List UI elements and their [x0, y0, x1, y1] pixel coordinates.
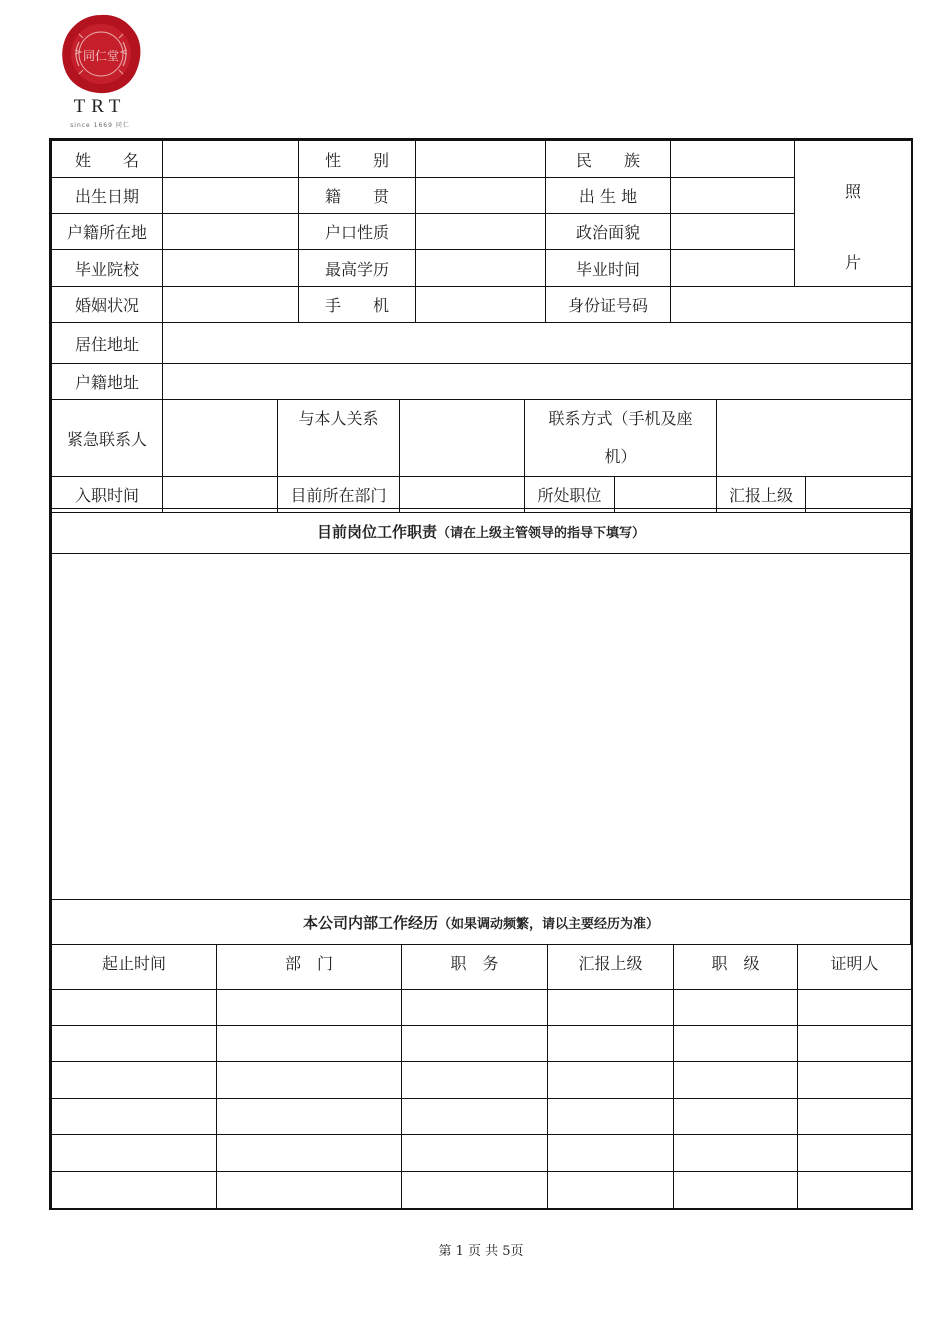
brand-since: since 1669 同仁	[70, 122, 130, 129]
header-grade: 职 级	[674, 945, 798, 990]
cell[interactable]	[798, 1172, 912, 1209]
photo-label-2: 片	[844, 253, 861, 272]
table-row	[52, 1026, 912, 1062]
label-household-address: 户籍地址	[52, 364, 163, 400]
cell[interactable]	[798, 1099, 912, 1135]
duties-note: （请在上级主管领导的指导下填写）	[437, 525, 646, 541]
table-row	[52, 1172, 912, 1209]
cell[interactable]	[798, 1062, 912, 1099]
label-political-status: 政治面貌	[546, 214, 671, 250]
cell[interactable]	[674, 1099, 798, 1135]
cell[interactable]	[674, 990, 798, 1026]
cell[interactable]	[798, 990, 912, 1026]
label-contact-method	[525, 400, 717, 477]
table-row	[52, 1062, 912, 1099]
field-birth-date[interactable]	[163, 178, 299, 214]
table-row	[52, 990, 912, 1026]
basic-info-table	[51, 140, 912, 400]
label-id-number: 身份证号码	[546, 287, 671, 323]
cell[interactable]	[548, 1099, 674, 1135]
cell[interactable]	[402, 1099, 548, 1135]
duties-table	[51, 508, 911, 945]
field-id-number[interactable]	[671, 287, 912, 323]
header-department: 部 门	[217, 945, 402, 990]
cell[interactable]	[402, 1062, 548, 1099]
cell[interactable]	[402, 990, 548, 1026]
experience-note: （如果调动频繁，请以主要经历为准）	[438, 916, 660, 932]
cell[interactable]	[548, 1026, 674, 1062]
brand-name: TRT	[73, 96, 127, 117]
cell[interactable]	[674, 1026, 798, 1062]
cell[interactable]	[548, 1135, 674, 1172]
label-report-to: 汇报上级	[717, 477, 806, 513]
experience-header-row	[52, 945, 912, 990]
field-household-type[interactable]	[416, 214, 546, 250]
table-row	[52, 1099, 912, 1135]
cell[interactable]	[52, 1062, 217, 1099]
cell[interactable]	[402, 1026, 548, 1062]
duties-heading	[52, 509, 911, 554]
cell[interactable]	[217, 1062, 402, 1099]
cell[interactable]	[674, 1135, 798, 1172]
field-grad-time[interactable]	[671, 250, 795, 287]
header-period: 起止时间	[52, 945, 217, 990]
cell[interactable]	[52, 990, 217, 1026]
header-post: 职 务	[402, 945, 548, 990]
label-gender: 性 别	[299, 141, 416, 178]
seal-text: 同仁堂	[82, 49, 120, 63]
label-grad-time: 毕业时间	[546, 250, 671, 287]
emergency-job-table	[51, 399, 912, 513]
company-logo	[55, 10, 145, 128]
field-household-location[interactable]	[163, 214, 299, 250]
field-emergency-contact[interactable]	[163, 400, 278, 477]
label-ethnicity: 民 族	[546, 141, 671, 178]
cell[interactable]	[52, 1099, 217, 1135]
field-gender[interactable]	[416, 141, 546, 178]
field-native-place[interactable]	[416, 178, 546, 214]
cell[interactable]	[402, 1135, 548, 1172]
label-household-location: 户籍所在地	[52, 214, 163, 250]
cell[interactable]	[548, 990, 674, 1026]
cell[interactable]	[217, 1135, 402, 1172]
label-department: 目前所在部门	[278, 477, 400, 513]
cell[interactable]	[52, 1172, 217, 1209]
cell[interactable]	[548, 1172, 674, 1209]
cell[interactable]	[798, 1135, 912, 1172]
label-mobile: 手 机	[299, 287, 416, 323]
cell[interactable]	[52, 1026, 217, 1062]
cell[interactable]	[674, 1062, 798, 1099]
photo-box[interactable]	[795, 141, 912, 287]
label-school: 毕业院校	[52, 250, 163, 287]
wax-seal-icon	[59, 12, 143, 96]
label-education: 最高学历	[299, 250, 416, 287]
label-household-type: 户口性质	[299, 214, 416, 250]
contact-method-line2: 机）	[604, 447, 637, 466]
duties-content-area[interactable]	[52, 554, 911, 900]
field-contact-method[interactable]	[717, 400, 912, 477]
experience-heading	[52, 900, 911, 945]
label-name: 姓 名	[52, 141, 163, 178]
cell[interactable]	[217, 1026, 402, 1062]
header-supervisor: 汇报上级	[548, 945, 674, 990]
field-residence-address[interactable]	[163, 323, 912, 364]
field-education[interactable]	[416, 250, 546, 287]
label-marital: 婚姻状况	[52, 287, 163, 323]
field-marital[interactable]	[163, 287, 299, 323]
label-residence-address: 居住地址	[52, 323, 163, 364]
duties-title: 目前岗位工作职责	[316, 522, 437, 541]
label-birth-date: 出生日期	[52, 178, 163, 214]
cell[interactable]	[798, 1026, 912, 1062]
label-entry-date: 入职时间	[52, 477, 163, 513]
contact-method-line1: 联系方式（手机及座	[548, 409, 693, 428]
field-relation[interactable]	[400, 400, 525, 477]
field-political-status[interactable]	[671, 214, 795, 250]
field-school[interactable]	[163, 250, 299, 287]
field-birthplace[interactable]	[671, 178, 795, 214]
cell[interactable]	[217, 1099, 402, 1135]
label-relation: 与本人关系	[278, 400, 400, 477]
cell[interactable]	[52, 1135, 217, 1172]
field-ethnicity[interactable]	[671, 141, 795, 178]
cell[interactable]	[217, 1172, 402, 1209]
page-footer: 第 1 页 共 5页	[438, 1244, 524, 1259]
cell[interactable]	[548, 1062, 674, 1099]
field-mobile[interactable]	[416, 287, 546, 323]
label-birthplace: 出 生 地	[546, 178, 671, 214]
label-position: 所处职位	[525, 477, 615, 513]
table-row	[52, 1135, 912, 1172]
field-household-address[interactable]	[163, 364, 912, 400]
experience-table	[51, 944, 912, 1209]
header-referee: 证明人	[798, 945, 912, 990]
field-name[interactable]	[163, 141, 299, 178]
label-native-place: 籍 贯	[299, 178, 416, 214]
experience-title: 本公司内部工作经历	[302, 913, 438, 932]
cell[interactable]	[217, 990, 402, 1026]
cell[interactable]	[674, 1172, 798, 1209]
label-emergency-contact: 紧急联系人	[52, 400, 163, 477]
cell[interactable]	[402, 1172, 548, 1209]
photo-label-1: 照	[844, 182, 861, 201]
